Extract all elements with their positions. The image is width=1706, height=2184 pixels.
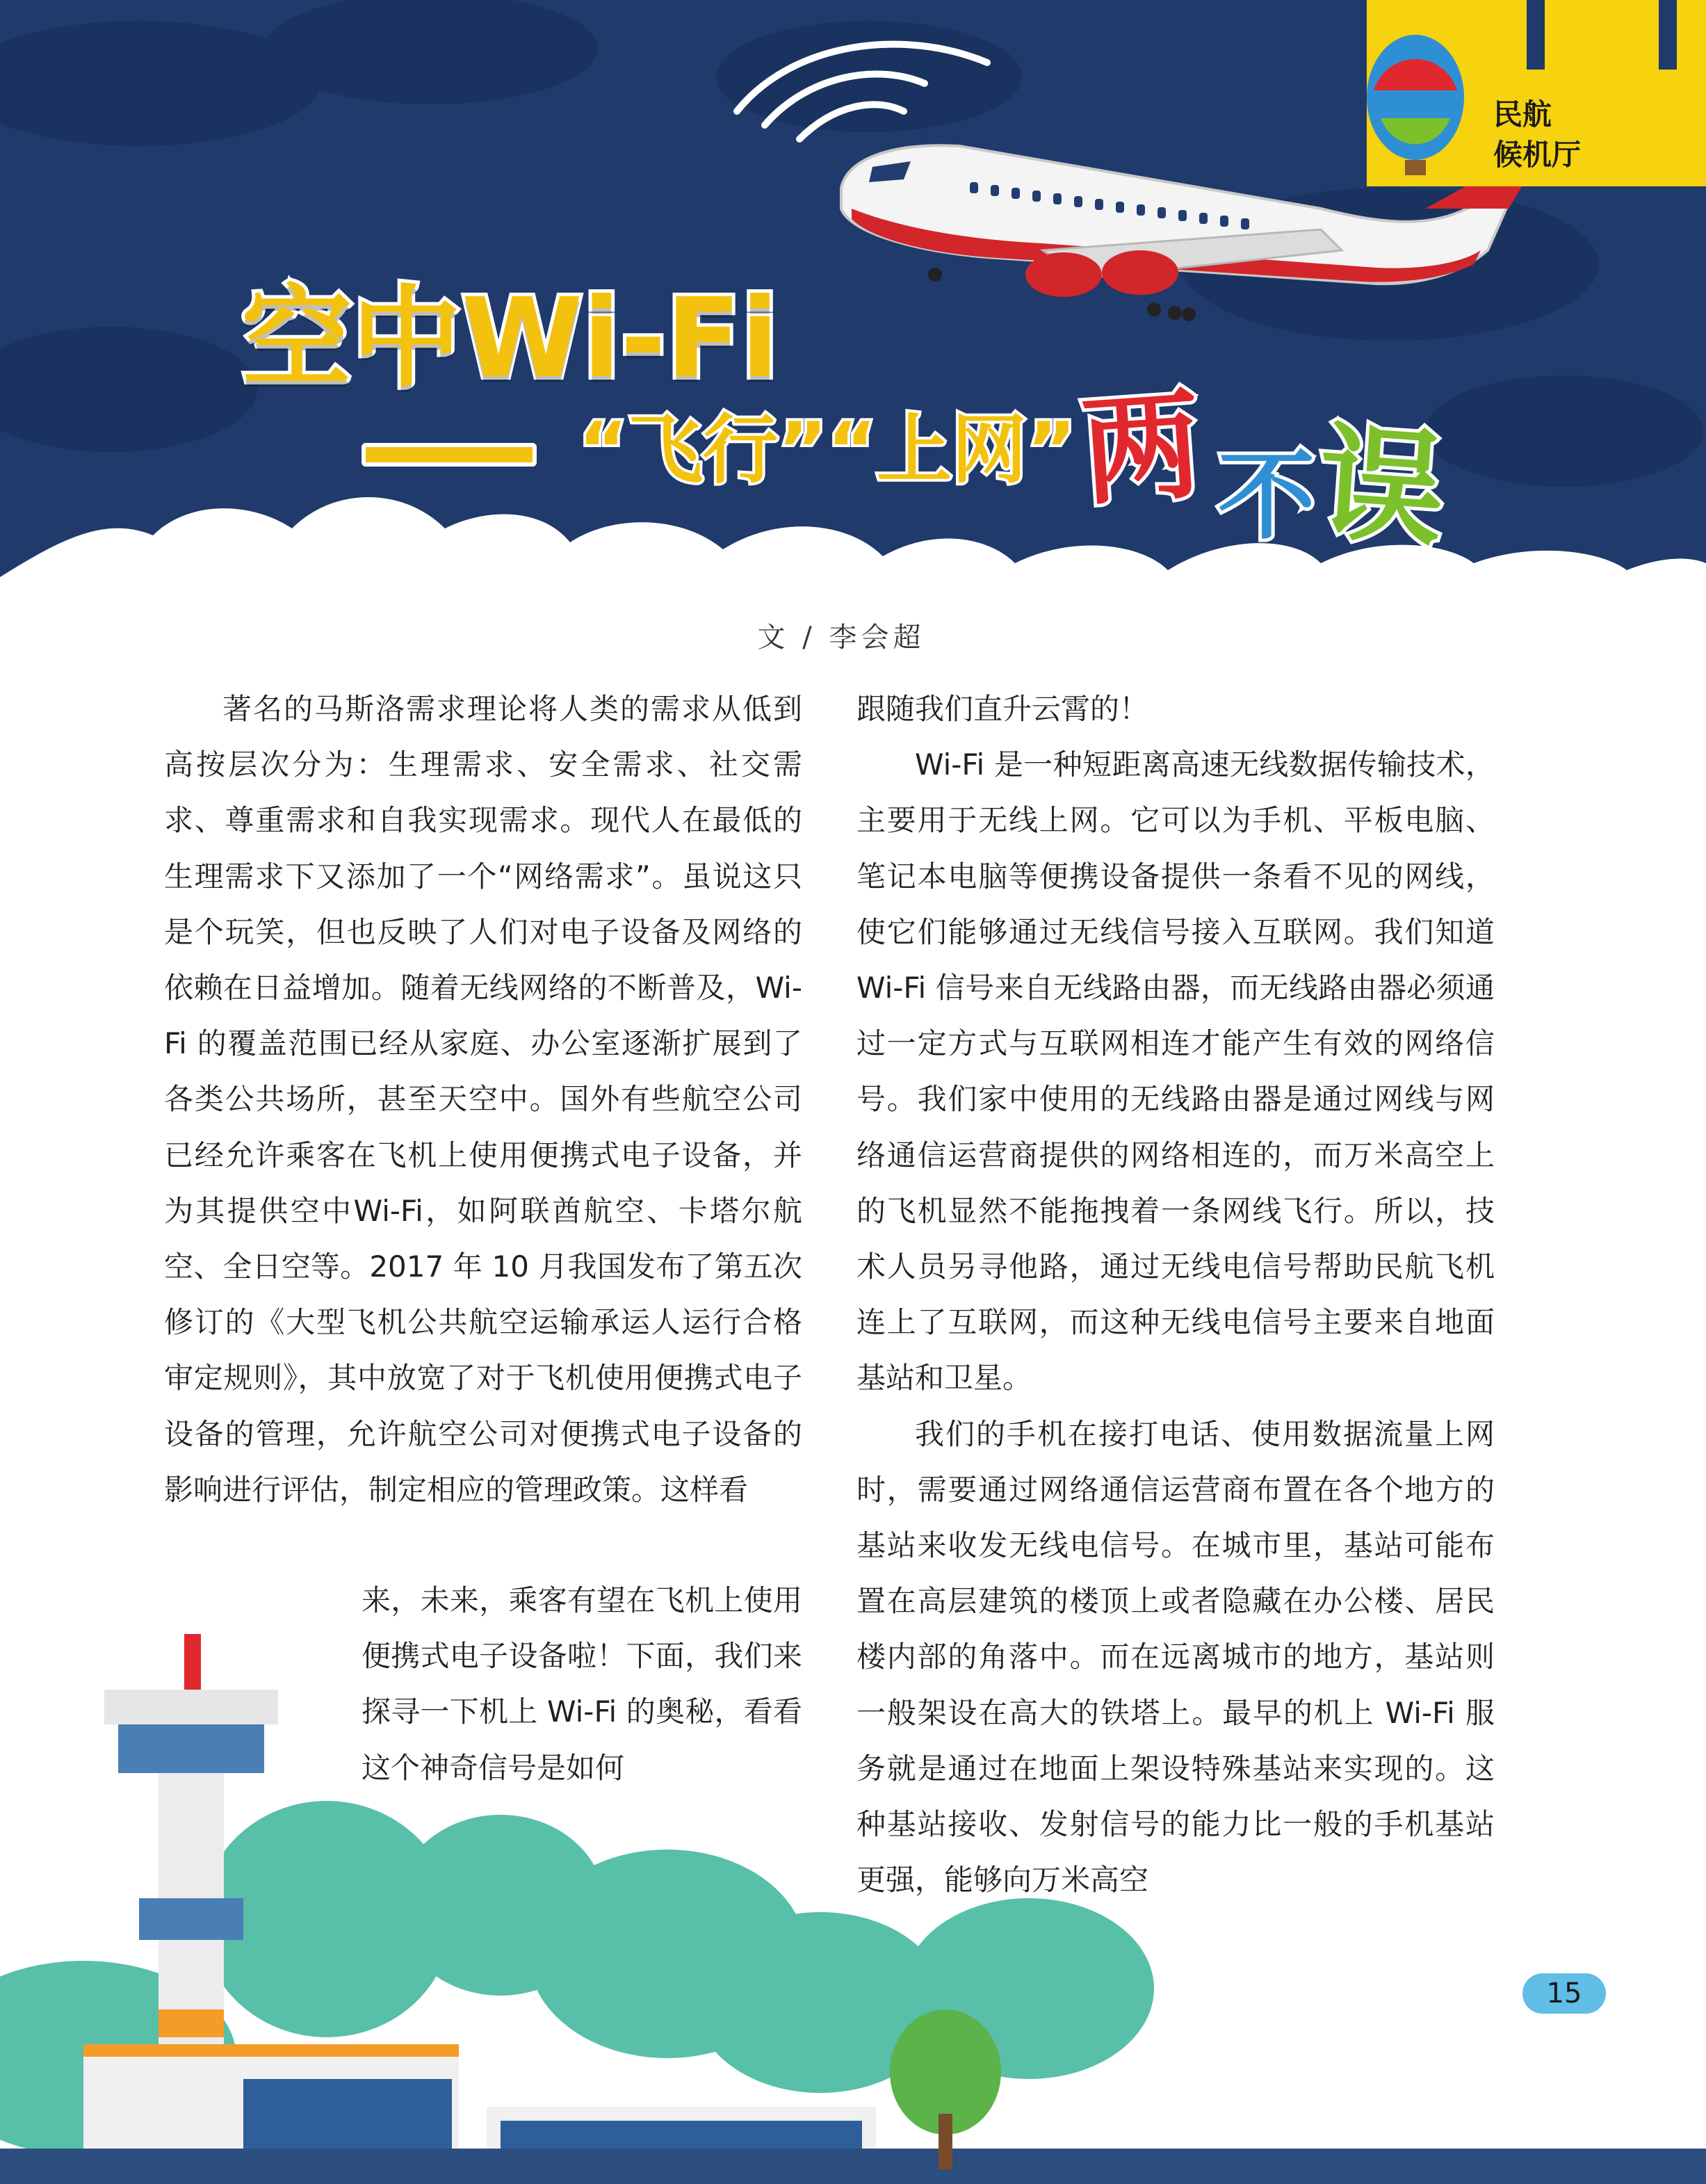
title-subtitle xyxy=(361,389,1076,497)
paragraph-intro: 著名的马斯洛需求理论将人类的需求从低到高按层次分为：生理需求、安全需求、社交需求、尊重需求和自我实现需求。现代人在最低的生理需求下又添加了一个“网络需求”。虽说这只是个玩笑，但也反映了人们对电子设备及网络的依赖在日益增加。随着无线网络的不断普及，Wi-Fi 的覆盖范围已经从家庭、办公室逐渐扩展到了各类公共场所，甚至天空中。国外有些航空公司已经允许乘客在飞机上使用便携式电子设备，并为其提供空中Wi-Fi，如阿联酋航空、卡塔尔航空、全日空等。2017 年 10 月我国发布了第五次修订的《大型飞机公共航空运输承运人运行合格审定规则》，其中放宽了对于飞机使用便携式电子设备的管理，允许航空公司对便携式电子设备的影响进行评估，制定相应的管理政策。这样看 xyxy=(164,692,802,1507)
section-badge xyxy=(1367,0,1706,186)
title-char-2: 不 xyxy=(1218,440,1316,553)
tree-icon xyxy=(890,2009,1001,2169)
page-number: 15 xyxy=(1522,1973,1606,2014)
title-char-3: 误 xyxy=(1313,410,1449,564)
title-subtitle-text: “飞行”“上网” xyxy=(578,407,1076,494)
byline: 文 / 李会超 xyxy=(757,622,925,654)
white-cloud-edge xyxy=(0,497,1706,626)
paragraph-continued: 跟随我们直升云霄的！ xyxy=(856,692,1149,726)
badge-label xyxy=(1493,95,1688,175)
title-main: 空中Wi-Fi xyxy=(242,275,779,403)
airport-illustration xyxy=(0,1627,1706,2184)
paragraph-intro-continued: 来，未来，乘客有望在飞机上使用便携式电子设备啦！下面，我们来探寻一下机上 Wi-Fi 的奥秘，看看这个神奇信号是如何 xyxy=(361,1583,802,1785)
paragraph-wifi-definition: Wi-Fi 是一种短距离高速无线数据传输技术，主要用于无线上网。它可以为手机、平板电脑、笔记本电脑等便携设备提供一条看不见的网线，使它们能够通过无线信号接入互联网。我们知道 Wi-Fi 信号来自无线路由器，而无线路由器必须通过一定方式与互联网相连才能产生有效的网络信号。我们家中使用的无线路由器是通过网线与网络通信运营商提供的网络相连的，而万米高空上的飞机显然不能拖拽着一条网线飞行。所以，技术人员另寻他路，通过无线电信号帮助民航飞机连上了互联网，而这种无线电信号主要来自地面基站和卫星。 xyxy=(856,747,1495,1396)
badge-line-2: 候机厅 xyxy=(1493,138,1582,172)
hero-banner xyxy=(0,0,1706,626)
title-dash xyxy=(361,443,537,467)
article-column-left xyxy=(164,681,802,1518)
paragraph-base-stations: 我们的手机在接打电话、使用数据流量上网时，需要通过网络通信运营商布置在各个地方的基站来收发无线电信号。在城市里，基站可能布置在高层建筑的楼顶上或者隐藏在办公楼、居民楼内部的角落中。而在远离城市的地方，基站则一般架设在高大的铁塔上。最早的机上 Wi-Fi 服务就是通过在地面上架设特殊基站来实现的。这种基站接收、发射信号的能力比一般的手机基站更强，能够向万米高空 xyxy=(856,1416,1495,1898)
title-char-1: 两 xyxy=(1078,376,1205,522)
badge-line-1: 民航 xyxy=(1493,97,1552,131)
